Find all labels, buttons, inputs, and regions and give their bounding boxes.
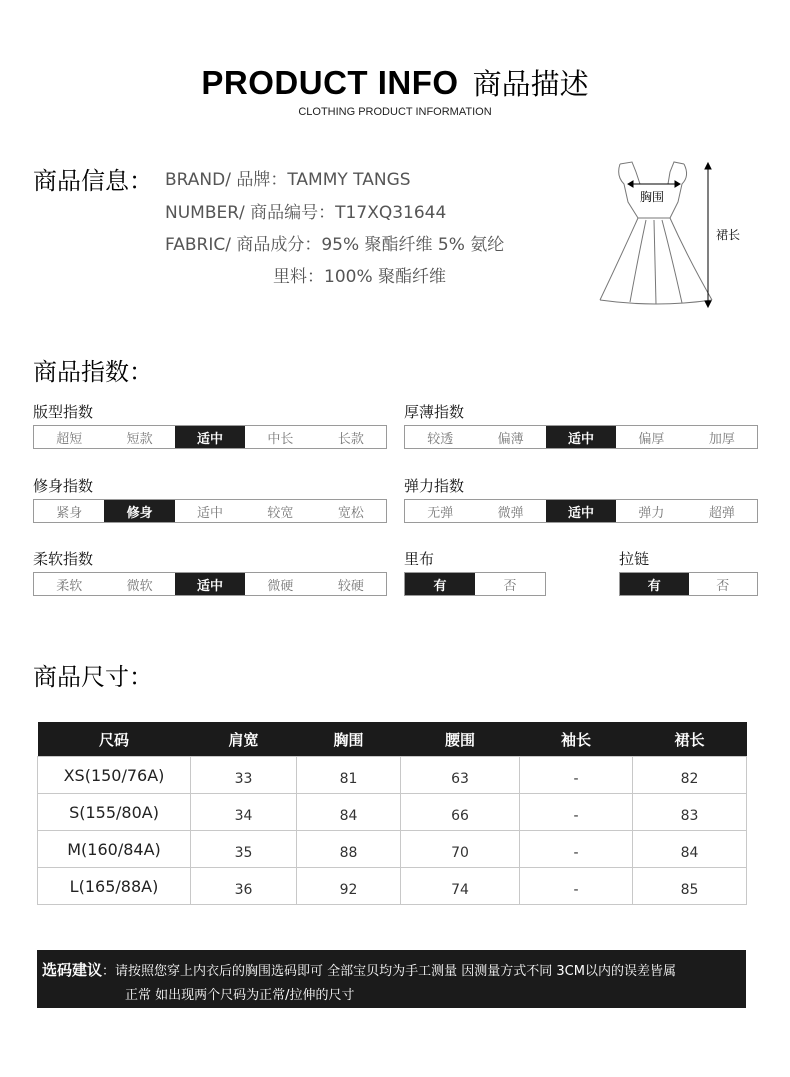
size-cell: L(165/88A) [38,868,191,905]
table-cell: 35 [191,831,297,868]
table-cell: - [520,831,633,868]
table-cell: 36 [191,868,297,905]
scale-option-selected: 有 [405,573,475,595]
scale-option: 否 [716,578,730,594]
lining-scale [404,572,546,596]
table-cell: 74 [401,868,520,905]
title-english: PRODUCT INFO [201,64,459,101]
table-row [38,757,747,794]
index-heading: 商品指数： [33,358,153,386]
brand-line: BRAND/ 品牌：TAMMY TANGS [165,170,411,190]
advice-label: 选码建议 [42,961,103,979]
softness-scale [33,572,387,596]
table-row [38,868,747,905]
table-cell: 84 [297,794,401,831]
scale-option: 偏薄 [497,431,524,447]
chest-label: 胸围 [640,190,665,204]
scale-option: 适中 [197,505,224,521]
table-cell: 83 [633,794,747,831]
scale-option-selected: 适中 [175,426,245,448]
lining-index-label: 里布 [404,550,435,568]
advice-text-2: 正常 如出现两个尺码为正常/拉伸的尺寸 [125,988,355,1003]
scale-option: 中长 [267,431,294,447]
table-cell: 85 [633,868,747,905]
scale-option: 较硬 [337,578,364,594]
lining-line: 里料：100% 聚酯纤维 [273,267,447,287]
table-cell: 81 [297,757,401,794]
scale-option: 较透 [427,431,454,447]
table-cell: 63 [401,757,520,794]
product-info-heading: 商品信息： [33,167,153,195]
size-heading: 商品尺寸： [33,663,153,691]
column-header: 尺码 [38,722,191,757]
table-cell: - [520,757,633,794]
scale-option: 微硬 [267,578,294,594]
slim-label: 修身指数 [33,477,94,495]
scale-option: 无弹 [427,505,454,521]
table-cell: 82 [633,757,747,794]
table-cell: 33 [191,757,297,794]
size-cell: M(160/84A) [38,831,191,868]
table-cell: 92 [297,868,401,905]
slim-scale [33,499,387,523]
page-subtitle: CLOTHING PRODUCT INFORMATION [298,106,492,118]
fit-length-scale [33,425,387,449]
zipper-label: 拉链 [619,550,650,568]
column-header: 袖长 [520,722,633,757]
column-header: 肩宽 [191,722,297,757]
table-cell: 34 [191,794,297,831]
scale-option: 超弹 [708,505,735,521]
scale-option: 短款 [126,431,153,447]
scale-option: 否 [503,578,517,594]
size-cell: XS(150/76A) [38,757,191,794]
scale-option-selected: 适中 [175,573,245,595]
table-cell: 84 [633,831,747,868]
table-cell: - [520,868,633,905]
table-row [38,831,747,868]
advice-text-1: ：请按照您穿上内衣后的胸围选码即可 全部宝贝均为手工测量 因测量方式不同 3CM以内的误差皆属 [102,964,676,979]
fit-length-label: 版型指数 [33,403,94,421]
softness-label: 柔软指数 [33,550,94,568]
scale-option: 加厚 [708,431,735,447]
scale-option: 柔软 [56,578,83,594]
scale-option-selected: 有 [620,573,689,595]
column-header: 胸围 [297,722,401,757]
length-label: 裙长 [716,228,741,242]
zipper-scale [619,572,758,596]
scale-option: 紧身 [56,505,83,521]
scale-option: 微软 [126,578,153,594]
table-cell: 70 [401,831,520,868]
table-cell: 88 [297,831,401,868]
advice-line-1 [42,959,676,980]
scale-option-selected: 适中 [546,426,616,448]
thickness-label: 厚薄指数 [404,403,465,421]
scale-option: 微弹 [497,505,524,521]
table-header-row [38,722,747,757]
title-chinese: 商品描述 [472,67,589,101]
table-row [38,794,747,831]
table-cell: 66 [401,794,520,831]
scale-option: 较宽 [267,505,294,521]
scale-option: 偏厚 [638,431,665,447]
scale-option: 弹力 [638,505,665,521]
column-header: 腰围 [401,722,520,757]
scale-option-selected: 适中 [546,500,616,522]
table-cell: - [520,794,633,831]
size-cell: S(155/80A) [38,794,191,831]
scale-option: 宽松 [337,505,364,521]
size-table [37,722,747,905]
thickness-scale [404,425,758,449]
elasticity-label: 弹力指数 [404,477,465,495]
elasticity-scale [404,499,758,523]
scale-option-selected: 修身 [104,500,174,522]
scale-option: 长款 [337,431,364,447]
page-title [0,62,790,103]
size-advice-bar [37,950,746,1008]
column-header: 裙长 [633,722,747,757]
number-line: NUMBER/ 商品编号：T17XQ31644 [165,203,447,223]
scale-option: 超短 [56,431,83,447]
fabric-line: FABRIC/ 商品成分：95% 聚酯纤维 5% 氨纶 [165,235,505,255]
